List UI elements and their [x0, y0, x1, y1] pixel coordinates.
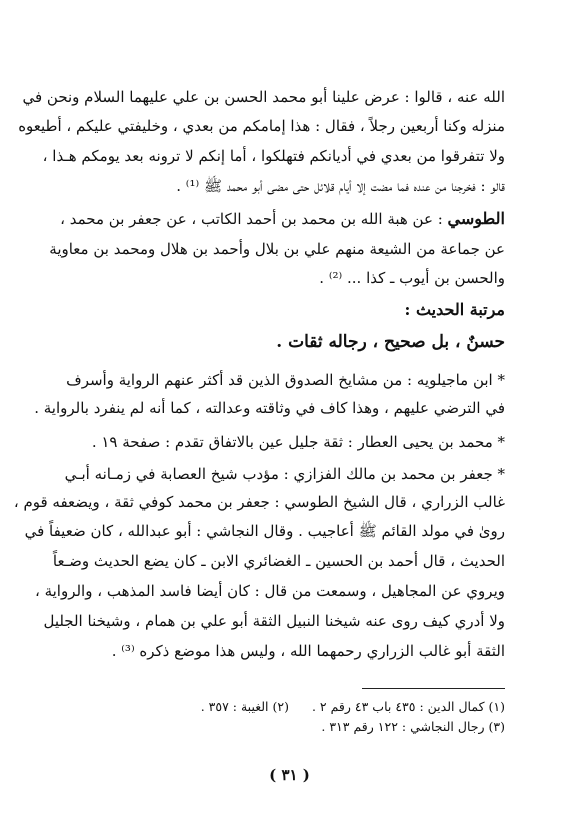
body-line: منزله وكنا أربعين رجلاً ، فقال : هذا إمامكم من بعدي ، وخليفتي عليكم ، أطيعوه	[18, 117, 505, 135]
grade-line: حسنٌ ، بل صحيح ، رجاله ثقات .	[276, 332, 505, 352]
footnote-3: (٣) رجال النجاشي : ١٢٢ رقم ٣١٣ .	[321, 719, 505, 734]
footnote-2: (٢) الغيبة : ٣٥٧ .	[200, 699, 289, 714]
body-line: ولا تتفرقوا من بعدي في أديانكم فتهلكوا ، أما إنكم لا ترونه بعد يومكم هـذا ،	[42, 147, 505, 165]
source-line	[60, 209, 505, 229]
narrator-line: في الترضي عليهم ، وهذا كاف في وثاقته وعدالته ، كما أنه لم ينفرد بالرواية .	[34, 399, 505, 417]
narrator-line: ولا أدري كيف روى عنه شيخنا النبيل الثقة أبو علي بن همام ، وشيخنا الجليل	[43, 612, 505, 630]
narrator-line: * محمد بن يحيى العطار : ثقة جليل عين بالاتفاق تقدم : صفحة ١٩ .	[91, 433, 505, 451]
narrator-line: * جعفر بن محمد بن مالك الفزازي : مؤدب شيخ العصابة في زمـانه أبـي	[64, 465, 505, 483]
source-label: الطوسي	[447, 209, 505, 228]
body-line: الله عنه ، قالوا : عرض علينا أبو محمد الحسن بن علي عليهما السلام ونحن في	[22, 88, 505, 106]
footnote-separator	[362, 688, 505, 689]
body-line: عن جماعة من الشيعة منهم علي بن بلال وأحمد بن هلال ومحمد بن معاوية	[49, 240, 505, 258]
narrator-line: الحديث ، قال أحمد بن الحسين ـ الغضائري الابن ـ كان يضع الحديث وضـعاً	[52, 552, 505, 570]
body-line: قالو : فخرجنا من عنده فما مضت إلا أيام قلائل حتى مضى أبو محمد ﷺ ⁽¹⁾ .	[176, 177, 505, 195]
page-number: ( ٣١ )	[269, 766, 310, 784]
narrator-line: روىٰ في مولد القائم ﷺ أعاجيب . وقال النجاشي : أبو عبدالله ، كان ضعيفاً في	[24, 522, 505, 540]
section-heading: مرتبة الحديث :	[404, 300, 505, 319]
body-line: والحسن بن أيوب ـ كذا ... ⁽²⁾ .	[319, 269, 505, 287]
narrator-line: غالب الزراري ، قال الشيخ الطوسي : جعفر بن محمد كوفي ثقة ، ويضعفه قوم ،	[13, 493, 505, 511]
narrator-line: ويروي عن المجاهيل ، وسمعت من قال : كان أيضا فاسد المذهب ، والرواية ،	[34, 582, 505, 600]
narrator-line: * ابن ماجيلويه : من مشايخ الصدوق الذين قد أكثر عنهم الرواية وأسرف	[66, 371, 505, 389]
narrator-line: الثقة أبو غالب الزراري رحمهما الله ، وليس هذا موضع ذكره ⁽³⁾ .	[111, 642, 505, 660]
source-text: : عن هبة الله بن محمد بن أحمد الكاتب ، عن جعفر بن محمد ،	[60, 210, 443, 228]
footnote-1: (١) كمال الدين : ٤٣٥ باب ٤٣ رقم ٢ .	[311, 699, 505, 714]
